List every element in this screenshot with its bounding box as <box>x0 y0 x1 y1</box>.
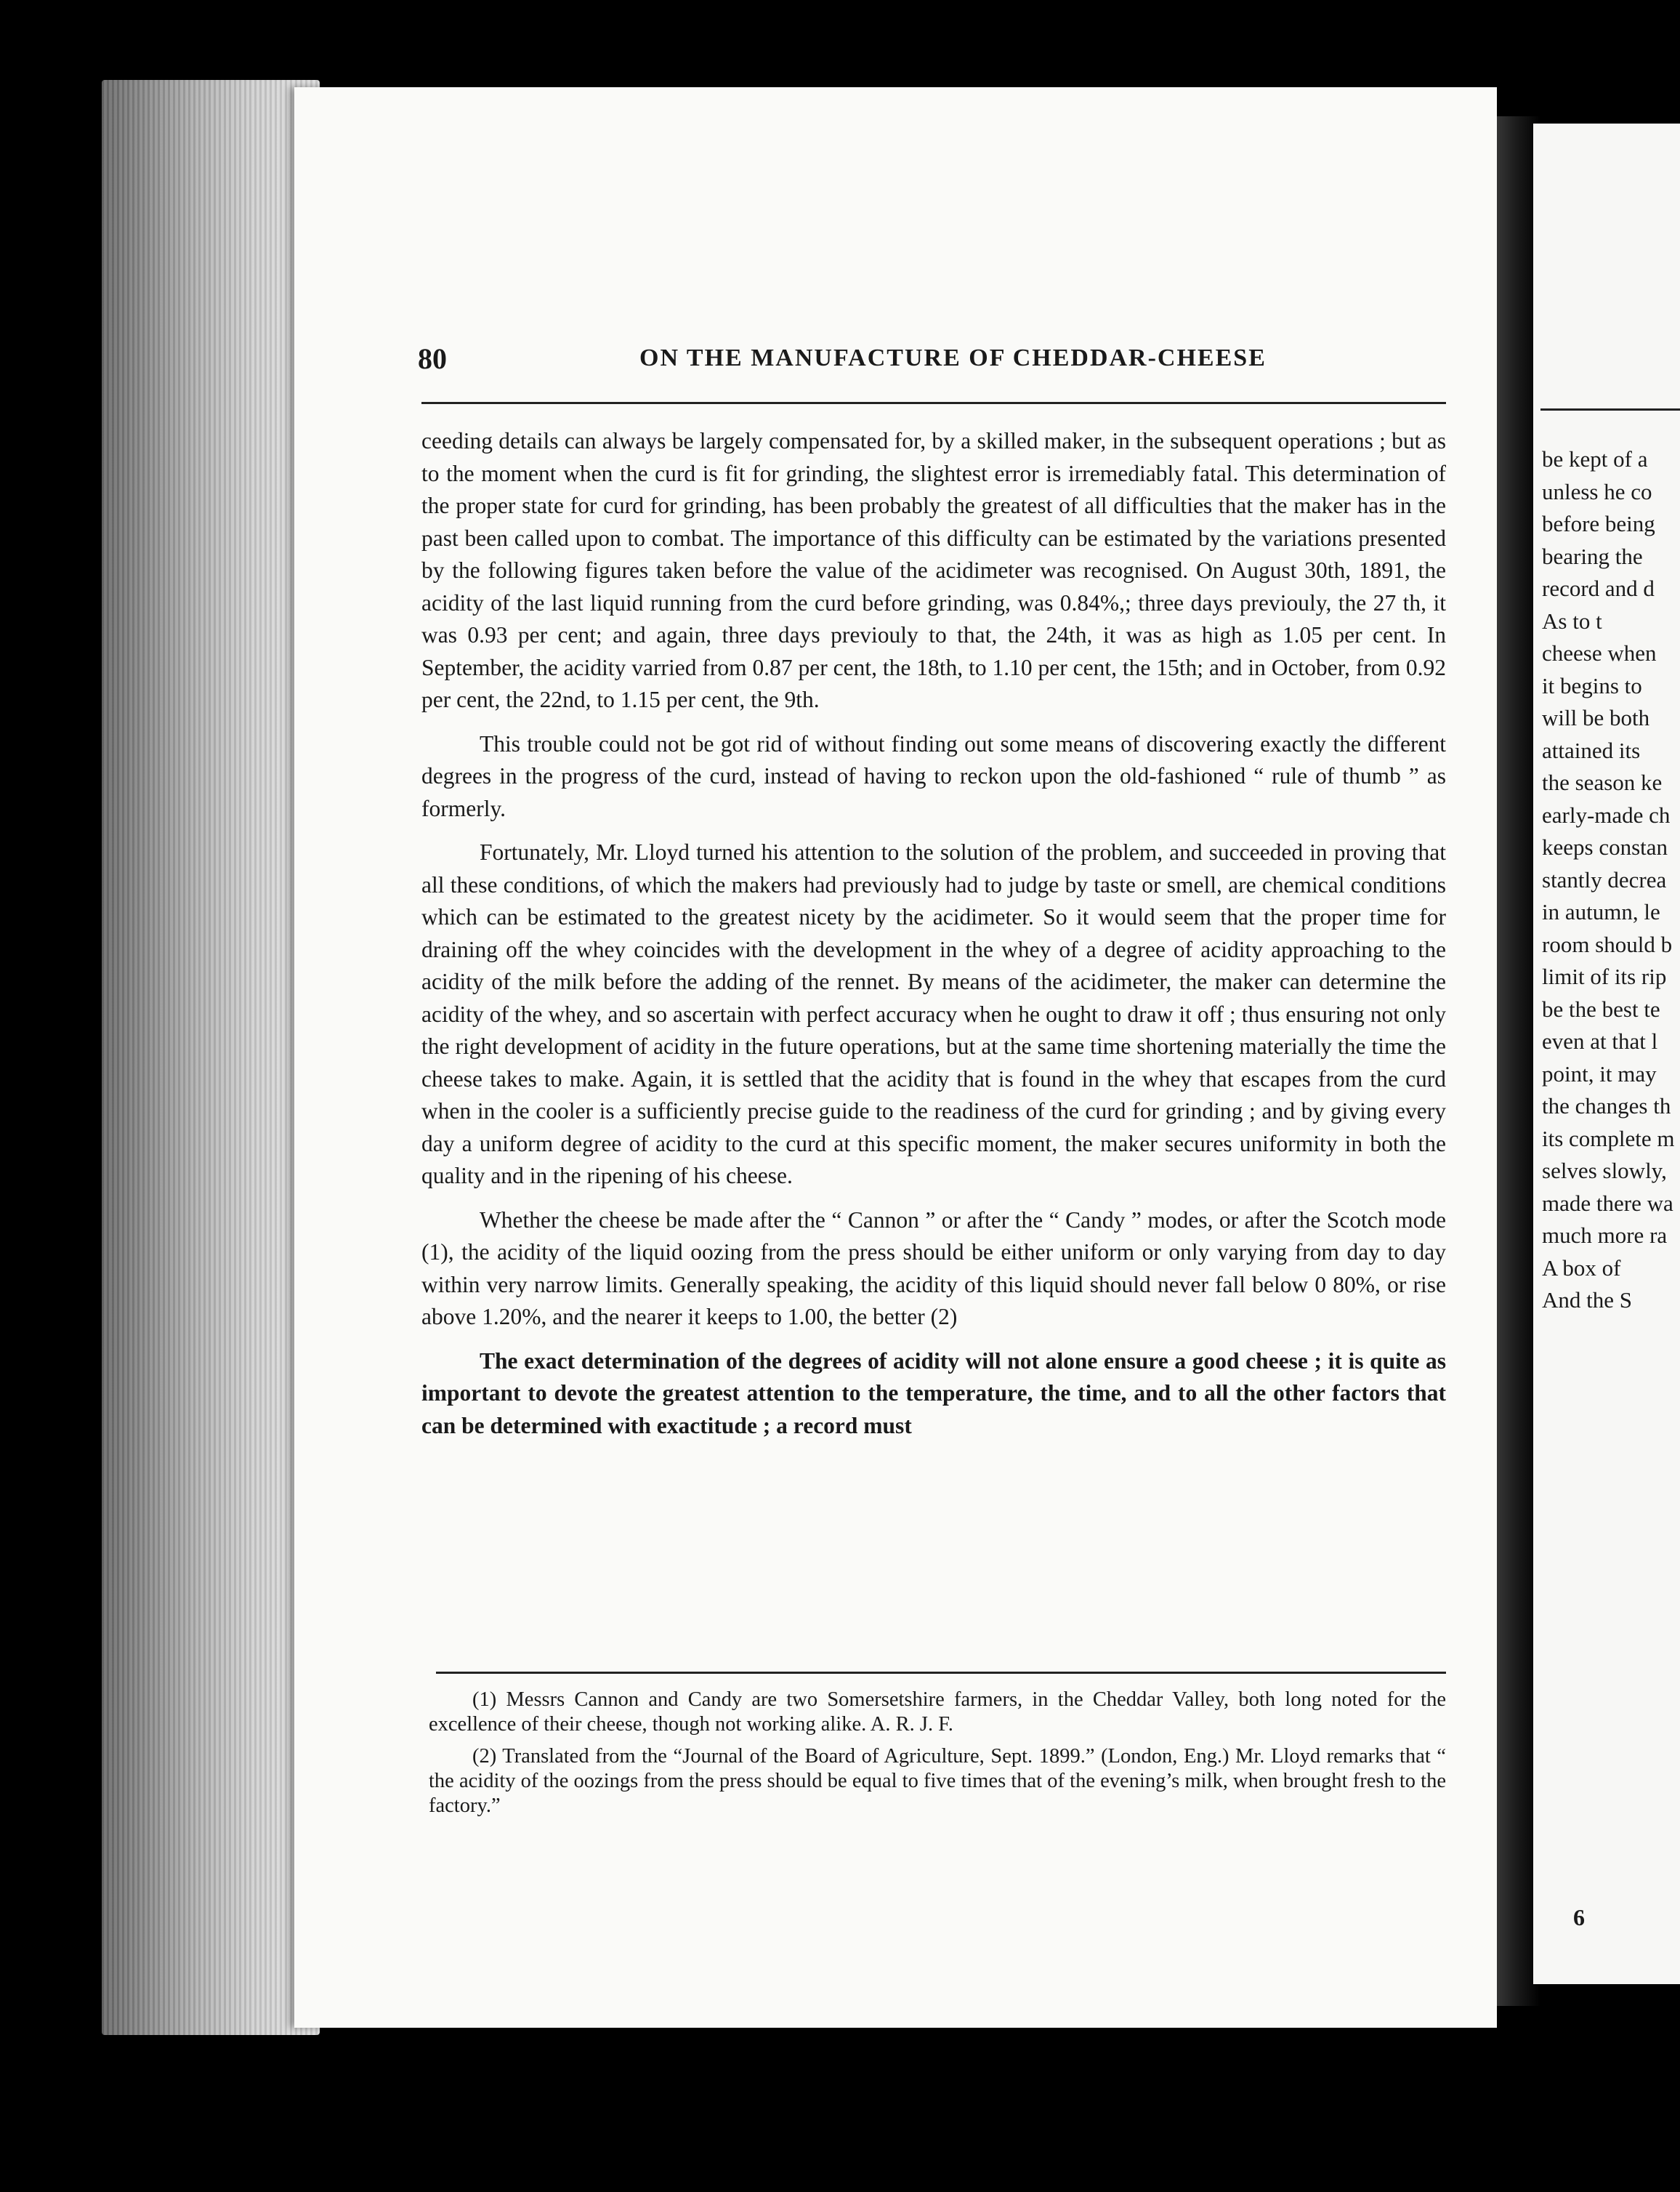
footnote-rule <box>436 1672 1446 1674</box>
paragraph-4: Whether the cheese be made after the “ Cannon ” or after the “ Candy ” modes, or after the Scotch mode (1), the acidity of the liquid oozing from the press should be either uniform or only varying from day to day within very narrow limits. Generally speaking, the acidity of this liquid should never fall below 0 80%, or rise above 1.20%, and the nearer it keeps to 1.00, the better (2) <box>421 1206 1446 1329</box>
paragraph-5: The exact determination of the degrees of acidity will not alone ensure a good cheese ; it is quite as important to devote the greatest attention to the temperature, the time, and to all the other factors that can be determined with exactitude ; a record must <box>421 1347 1446 1438</box>
running-title: ON THE MANUFACTURE OF CHEDDAR-CHEESE <box>639 344 1267 371</box>
facing-page-text <box>1542 443 1680 1317</box>
facing-page-line: point, it may <box>1542 1060 1657 1087</box>
paragraph-3: Fortunately, Mr. Lloyd turned his attention to the solution of the problem, and succeeded in proving that all these conditions, of which the makers had previously had to judge by taste or smell, are chemical conditions which can be estimated to the greatest nicety by the acidimeter. So it would seem that the proper time for draining off the whey coincides with the development in the whey of a degree of acidity approaching to the acidity of the milk before the adding of the rennet. By means of the acidimeter, the maker can determine the acidity of the whey, and so ascertain with perfect accuracy when he ought to draw it off ; thus ensuring not only the right development of acidity in the future operations, but at the same time shortening materially the time the cheese takes to make. Again, it is settled that the acidity that is found in the whey that escapes from the curd when in the cooler is a sufficiently precise guide to the readiness of the curd for grinding ; and by giving every day a uniform degree of acidity to the curd at this specific moment, the maker secures uniformity in both the quality and in the ripening of his cheese. <box>421 839 1446 1188</box>
book-page-edges <box>102 80 320 2035</box>
facing-page-line: made there wa <box>1542 1190 1673 1216</box>
facing-page-line: limit of its rip <box>1542 964 1667 989</box>
body-text <box>421 425 1446 1454</box>
facing-page-line: even at that l <box>1542 1028 1658 1054</box>
facing-page-line: will be both <box>1542 705 1650 730</box>
signature-mark: 6 <box>1573 1904 1585 1930</box>
footnote-2: (2) Translated from the “Journal of the Board of Agriculture, Sept. 1899.” (London, Eng.) Mr. Lloyd remarks that “ the acidity of the oozings from the press should be equal to five times that of the evening’s milk, when brought fresh to the factory.” <box>429 1745 1446 1817</box>
facing-page-line: its complete m <box>1542 1125 1675 1151</box>
facing-page-line: keeps constan <box>1542 834 1668 860</box>
facing-page-line: the changes th <box>1542 1093 1671 1119</box>
footnotes <box>429 1688 1446 1826</box>
facing-page-line: in autumn, le <box>1542 899 1660 924</box>
facing-page-line: attained its <box>1542 737 1641 763</box>
facing-page-rule <box>1540 408 1680 411</box>
facing-page-line: before being <box>1542 511 1655 536</box>
facing-page-line: the season ke <box>1542 770 1663 795</box>
facing-page-line: unless he co <box>1542 478 1652 504</box>
facing-page-line: cheese when <box>1542 640 1657 666</box>
facing-page-line: bearing the <box>1542 543 1643 569</box>
facing-page-line: be the best te <box>1542 996 1660 1022</box>
facing-page-line: room should b <box>1542 931 1673 957</box>
paragraph-2: This trouble could not be got rid of without finding out some means of discovering exactly the different degrees in the progress of the curd, instead of having to reckon upon the old-fashioned “ rule of thumb ” as formerly. <box>421 730 1446 821</box>
facing-page-line: As to t <box>1542 608 1602 634</box>
facing-page-line: selves slowly, <box>1542 1158 1667 1183</box>
facing-page <box>1533 124 1680 1984</box>
facing-page-line: A box of <box>1542 1254 1621 1281</box>
paragraph-1: ceeding details can always be largely compensated for, by a skilled maker, in the subsequent operations ; but as to the moment when the curd is fit for grinding, the slightest error is irremediably fatal. This determination of the proper state for curd for grinding, has been probably the greatest of all difficulties that the maker has in the past been called upon to combat. The importance of this difficulty can be estimated by the variations presented by the following figures taken before the value of the acidimeter was recognised. On August 30th, 1891, the acidity of the last liquid running from the curd before grinding, was 0.84%,; three days previouly, the 27 th, it was 0.93 per cent; and again, three days previouly to that, the 24th, it was as high as 1.05 per cent. In September, the acidity varried from 0.87 per cent, the 18th, to 1.10 per cent, the 15th; and in October, from 0.92 per cent, the 22nd, to 1.15 per cent, the 9th. <box>421 428 1446 712</box>
footnote-1: (1) Messrs Cannon and Candy are two Somersetshire farmers, in the Cheddar Valley, both long noted for the excellence of their cheese, though not working alike. A. R. J. F. <box>429 1688 1446 1736</box>
facing-page-line: And the S <box>1542 1287 1632 1313</box>
running-head <box>418 342 1450 378</box>
facing-page-line: early-made ch <box>1542 802 1671 828</box>
facing-page-line: it begins to <box>1542 672 1642 698</box>
header-rule <box>421 402 1446 404</box>
facing-page-line: stantly decrea <box>1542 866 1667 892</box>
facing-page-line: much more ra <box>1542 1222 1668 1248</box>
facing-page-line: record and d <box>1542 576 1655 601</box>
facing-page-line: be kept of a <box>1542 446 1648 472</box>
page-number: 80 <box>418 342 447 375</box>
